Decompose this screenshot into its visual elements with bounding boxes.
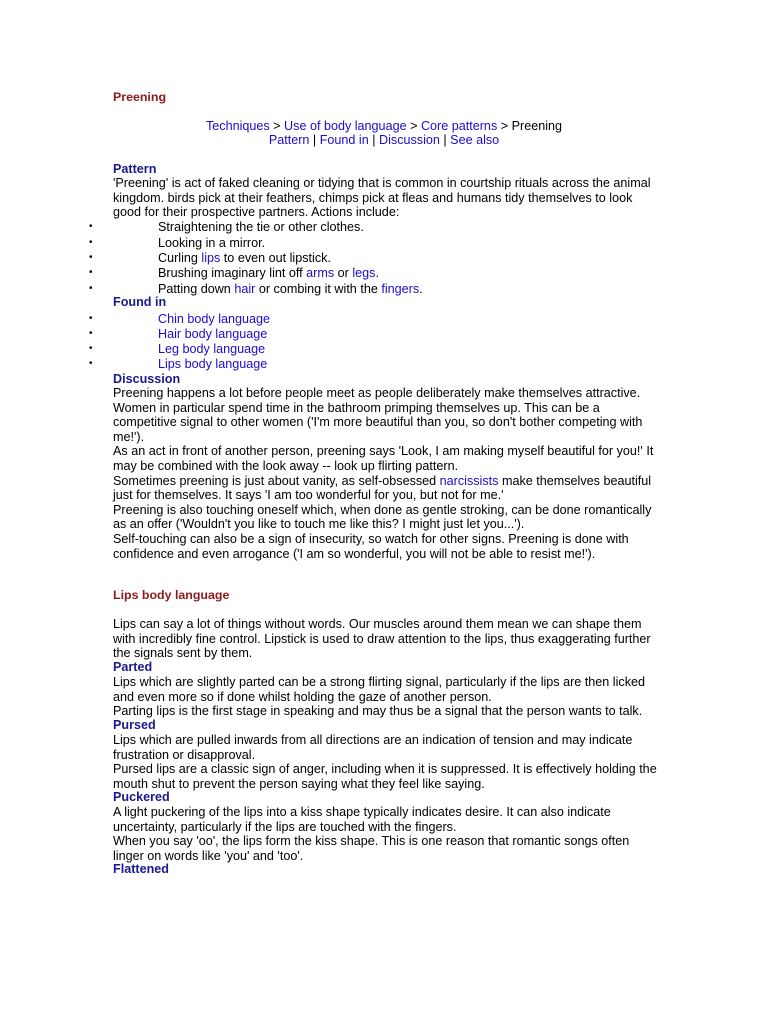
link-arms[interactable]: arms <box>306 266 335 280</box>
page-title: Preening <box>113 90 167 104</box>
text-fragment: . <box>375 266 379 280</box>
link-chin-body-language[interactable]: Chin body language <box>158 312 271 326</box>
text-fragment: make themselves beautiful just for themselves. It says 'I am too wonderful for you, but not for me.' <box>113 473 652 503</box>
pursed-heading: Pursed <box>113 718 156 732</box>
paragraph: Lips which are slightly parted can be a strong flirting signal, particularly if the lips are then licked and even more so if done whilst holding the gaze of another person. <box>113 675 646 704</box>
parted-heading: Parted <box>113 660 153 674</box>
paragraph: Parting lips is the first stage in speaking and may thus be a signal that the person wants to talk. <box>113 704 643 719</box>
anchor-link-found-in[interactable]: Found in <box>319 133 369 147</box>
breadcrumb-separator: > <box>269 119 285 133</box>
bullet-icon: • <box>89 221 93 232</box>
bullet-icon: • <box>89 237 93 248</box>
bullet-icon: • <box>89 252 93 263</box>
paragraph: Pursed lips are a classic sign of anger, including when it is suppressed. It is effectively holding the mouth shut to prevent the person saying what they feel like saying. <box>113 762 657 791</box>
text-fragment: to even out lipstick. <box>220 251 331 265</box>
pattern-intro: 'Preening' is act of faked cleaning or tidying that is common in courtship rituals across the animal kingdom. birds pick at their feathers, chimps pick at fleas and humans tidy themselves to look good for their prospective partners. Actions include: <box>113 176 651 220</box>
paragraph <box>113 474 658 503</box>
bullet-icon: • <box>89 283 93 294</box>
pursed-body <box>113 733 658 791</box>
text-fragment: . <box>419 282 423 296</box>
breadcrumb-current: Preening <box>511 119 563 133</box>
bullet-icon: • <box>89 313 93 324</box>
discussion-heading: Discussion <box>113 372 181 386</box>
anchor-link-pattern[interactable]: Pattern <box>268 133 310 147</box>
list-item-text: Looking in a mirror. <box>158 236 266 250</box>
list-item-text <box>158 266 379 281</box>
list-item-text: Straightening the tie or other clothes. <box>158 220 364 234</box>
link-leg-body-language[interactable]: Leg body language <box>158 342 266 356</box>
paragraph: A light puckering of the lips into a kiss shape typically indicates desire. It can also indicate uncertainty, particularly if the lips are touched with the fingers. <box>113 805 611 834</box>
link-hair[interactable]: hair <box>234 282 256 296</box>
paragraph: Preening is also touching oneself which, when done as gentle stroking, can be done romantically as an offer ('Wouldn't you like to touch me like this? I might just let you...'). <box>113 502 652 532</box>
link-lips-body-language[interactable]: Lips body language <box>158 357 268 371</box>
anchor-nav <box>0 133 768 148</box>
bullet-icon: • <box>89 267 93 278</box>
found-in-heading: Found in <box>113 295 167 309</box>
anchor-separator: | <box>368 133 379 147</box>
text-fragment: Curling <box>158 251 202 265</box>
paragraph: Preening happens a lot before people meet as people deliberately make themselves attractive. Women in particular spend time in the bathroom primping themselves up. This can be a competitive signal to other women ('I'm more beautiful than you, so don't bother competing with me!'). <box>113 386 643 444</box>
flattened-heading: Flattened <box>113 862 169 876</box>
link-fingers[interactable]: fingers <box>381 282 420 296</box>
anchor-separator: | <box>439 133 451 147</box>
paragraph: As an act in front of another person, preening says 'Look, I am making myself beautiful for you!' It may be combined with the look away -- look up flirting pattern. <box>113 444 654 473</box>
anchor-link-see-also[interactable]: See also <box>450 133 500 147</box>
text-fragment: Sometimes preening is just about vanity, as self-obsessed <box>113 473 440 488</box>
text-fragment: or <box>334 266 353 280</box>
bullet-icon: • <box>89 328 93 339</box>
lips-intro: Lips can say a lot of things without words. Our muscles around them mean we can shape them with incredibly fine control. Lipstick is used to draw attention to the lips, thus exaggerating further the signals sent by them. <box>113 617 651 661</box>
section-title-lips: Lips body language <box>113 588 230 602</box>
breadcrumb-separator: > <box>497 119 512 133</box>
anchor-link-discussion[interactable]: Discussion <box>379 133 440 147</box>
paragraph: Lips which are pulled inwards from all directions are an indication of tension and may indicate frustration or disapproval. <box>113 733 633 762</box>
breadcrumb-link-core-patterns[interactable]: Core patterns <box>420 119 498 133</box>
parted-body <box>113 675 658 719</box>
text-fragment: Patting down <box>158 282 235 296</box>
puckered-heading: Puckered <box>113 790 170 804</box>
link-legs[interactable]: legs <box>352 266 376 280</box>
breadcrumb-separator: > <box>406 119 421 133</box>
pattern-heading: Pattern <box>113 162 157 176</box>
breadcrumb-link-techniques[interactable]: Techniques <box>205 119 270 133</box>
paragraph: When you say 'oo', the lips form the kiss shape. This is one reason that romantic songs often linger on words like 'you' and 'too'. <box>113 834 630 863</box>
list-item-text <box>158 251 331 266</box>
discussion-body <box>113 386 658 561</box>
breadcrumb <box>0 119 768 134</box>
text-fragment: Brushing imaginary lint off <box>158 266 307 280</box>
link-narcissists[interactable]: narcissists <box>439 473 499 488</box>
breadcrumb-link-use-of-body-language[interactable]: Use of body language <box>284 119 407 133</box>
puckered-body <box>113 805 658 863</box>
bullet-icon: • <box>89 343 93 354</box>
bullet-icon: • <box>89 358 93 369</box>
link-hair-body-language[interactable]: Hair body language <box>158 327 268 341</box>
text-fragment: or combing it with the <box>255 282 382 296</box>
paragraph: Self-touching can also be a sign of insecurity, so watch for other signs. Preening is done with confidence and even arrogance ('I am so wonderful, you will not be able to resist me!'). <box>113 531 629 561</box>
anchor-separator: | <box>309 133 320 147</box>
link-lips[interactable]: lips <box>201 251 221 265</box>
